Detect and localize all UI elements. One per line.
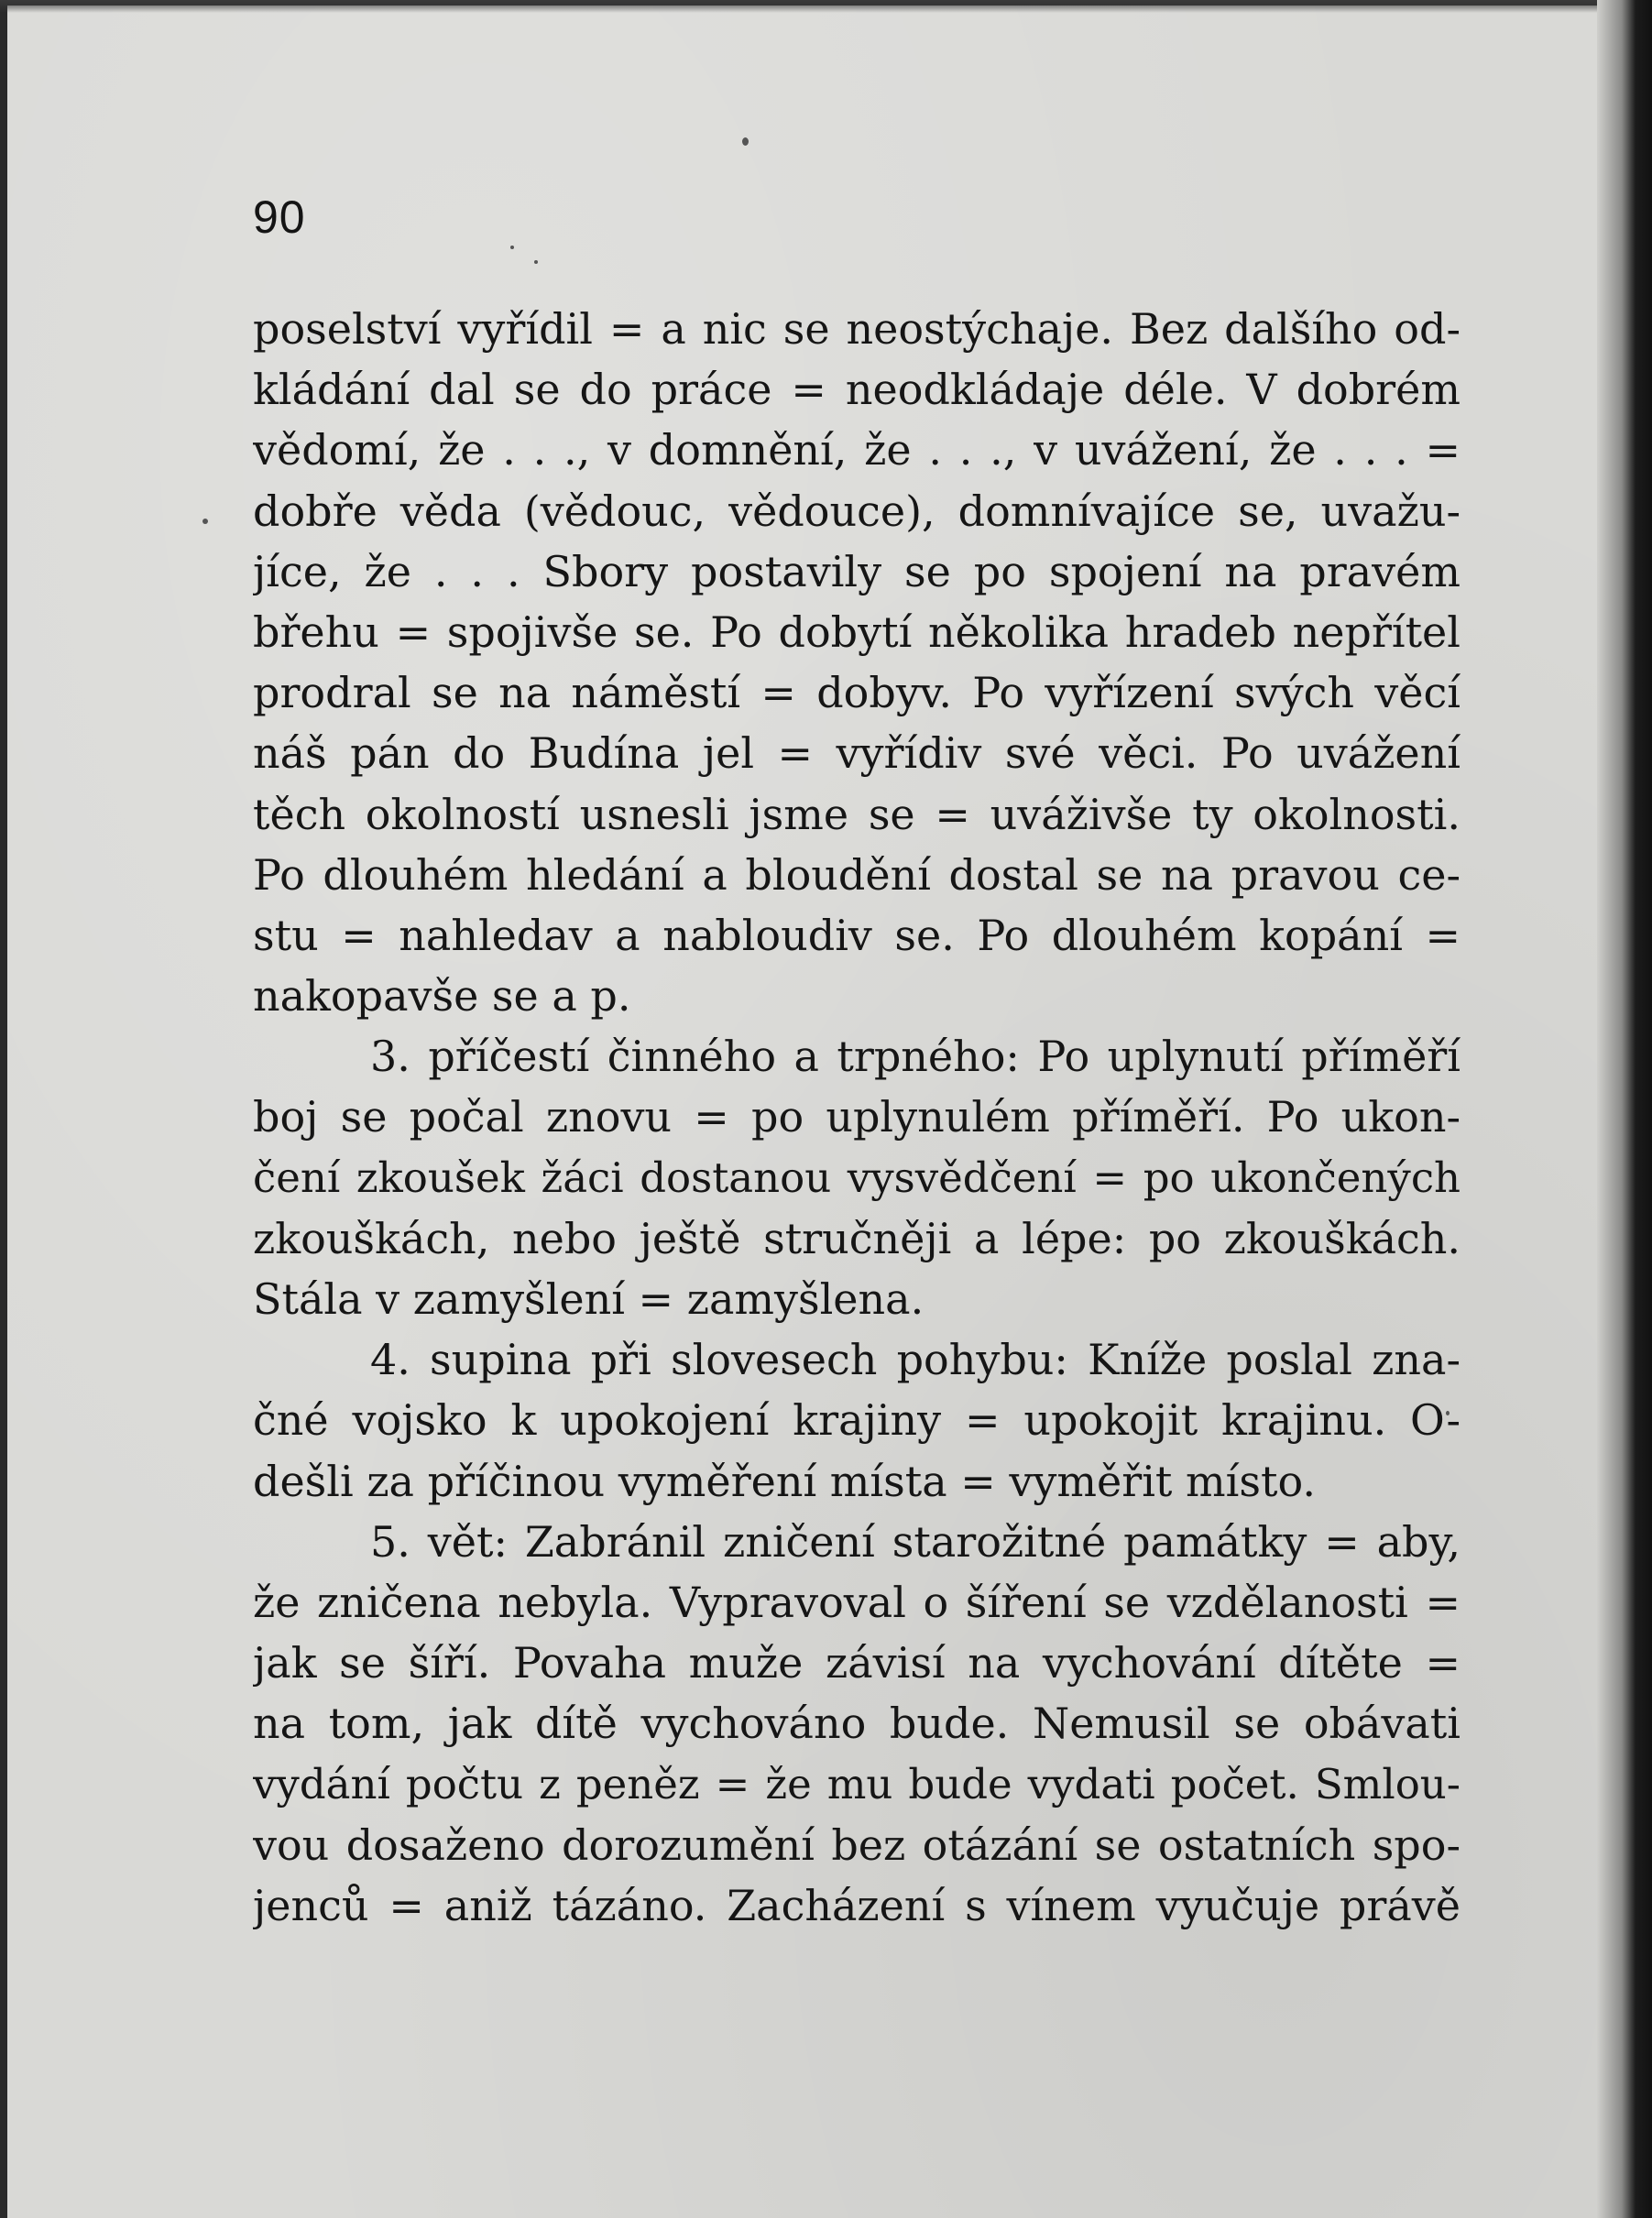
paper-speck <box>510 246 514 249</box>
text-line: čení zkoušek žáci dostanou vysvědčení = po ukončených <box>253 1153 1461 1202</box>
text-line: jenců = aniž tázáno. Zacházení s vínem vyučuje právě <box>253 1880 1461 1930</box>
text-line: čné vojsko k upokojení krajiny = upokojit krajinu. O- <box>253 1395 1461 1446</box>
binding-edge-shadow <box>1597 0 1652 2218</box>
text-line: kládání dal se do práce = neodkládaje déle. V dobrém <box>253 365 1461 415</box>
text-line: vydání počtu z peněz = že mu bude vydati počet. Smlou- <box>253 1759 1461 1808</box>
text-line: zkouškách, nebo ještě stručněji a lépe: po zkouškách. <box>253 1213 1461 1263</box>
text-line: stu = nahledav a nabloudiv se. Po dlouhém kopání = <box>253 910 1461 960</box>
text-line: prodral se na náměstí = dobyv. Po vyřízení svých věcí <box>253 668 1461 718</box>
text-line: vědomí, že . . ., v domnění, že . . ., v uvážení, že . . . = <box>253 425 1461 475</box>
text-line: jíce, že . . . Sbory postavily se po spojení na pravém <box>253 546 1461 596</box>
text-line: Po dlouhém hledání a bloudění dostal se na pravou ce- <box>253 849 1461 900</box>
text-line: 5. vět: Zabránil zničení starožitné památky = aby, <box>370 1516 1461 1567</box>
text-line: 3. příčestí činného a trpného: Po uplynutí příměří <box>370 1032 1461 1082</box>
text-line: dobře věda (vědouc, vědouce), domnívajíce se, uvažu- <box>253 486 1461 536</box>
text-line: boj se počal znovu = po uplynulém příměří. Po ukon- <box>253 1092 1461 1142</box>
paper-speck <box>534 260 538 264</box>
top-edge-shadow <box>0 0 1652 13</box>
text-line: nakopavše se a p. <box>253 971 631 1022</box>
page-number: 90 <box>253 191 306 243</box>
paper-speck <box>742 137 749 146</box>
text-line: těch okolností usnesli jsme se = uváživše ty okolnosti. <box>253 789 1461 839</box>
paper-speck <box>202 519 208 524</box>
text-line: že zničena nebyla. Vypravoval o šíření se vzdělanosti = <box>253 1577 1461 1627</box>
text-line: dešli za příčinou vyměření místa = vyměřit místo. <box>253 1456 1316 1506</box>
body-text <box>253 299 1461 1936</box>
text-line: 4. supina při slovesech pohybu: Kníže poslal zna- <box>370 1335 1461 1385</box>
text-line: vou dosaženo dorozumění bez otázání se ostatních spo- <box>253 1819 1461 1870</box>
text-line: jak se šíří. Povaha muže závisí na vychování dítěte = <box>253 1638 1461 1688</box>
text-line: poselství vyřídil = a nic se neostýchaje. Bez dalšího od- <box>253 304 1461 354</box>
text-line: náš pán do Budína jel = vyřídiv své věci. Po uvážení <box>253 728 1461 779</box>
text-line: břehu = spojivše se. Po dobytí několika hradeb nepřítel <box>253 606 1461 657</box>
text-line: na tom, jak dítě vychováno bude. Nemusil se obávati <box>253 1699 1461 1749</box>
text-line: Stála v zamyšlení = zamyšlena. <box>253 1274 924 1324</box>
